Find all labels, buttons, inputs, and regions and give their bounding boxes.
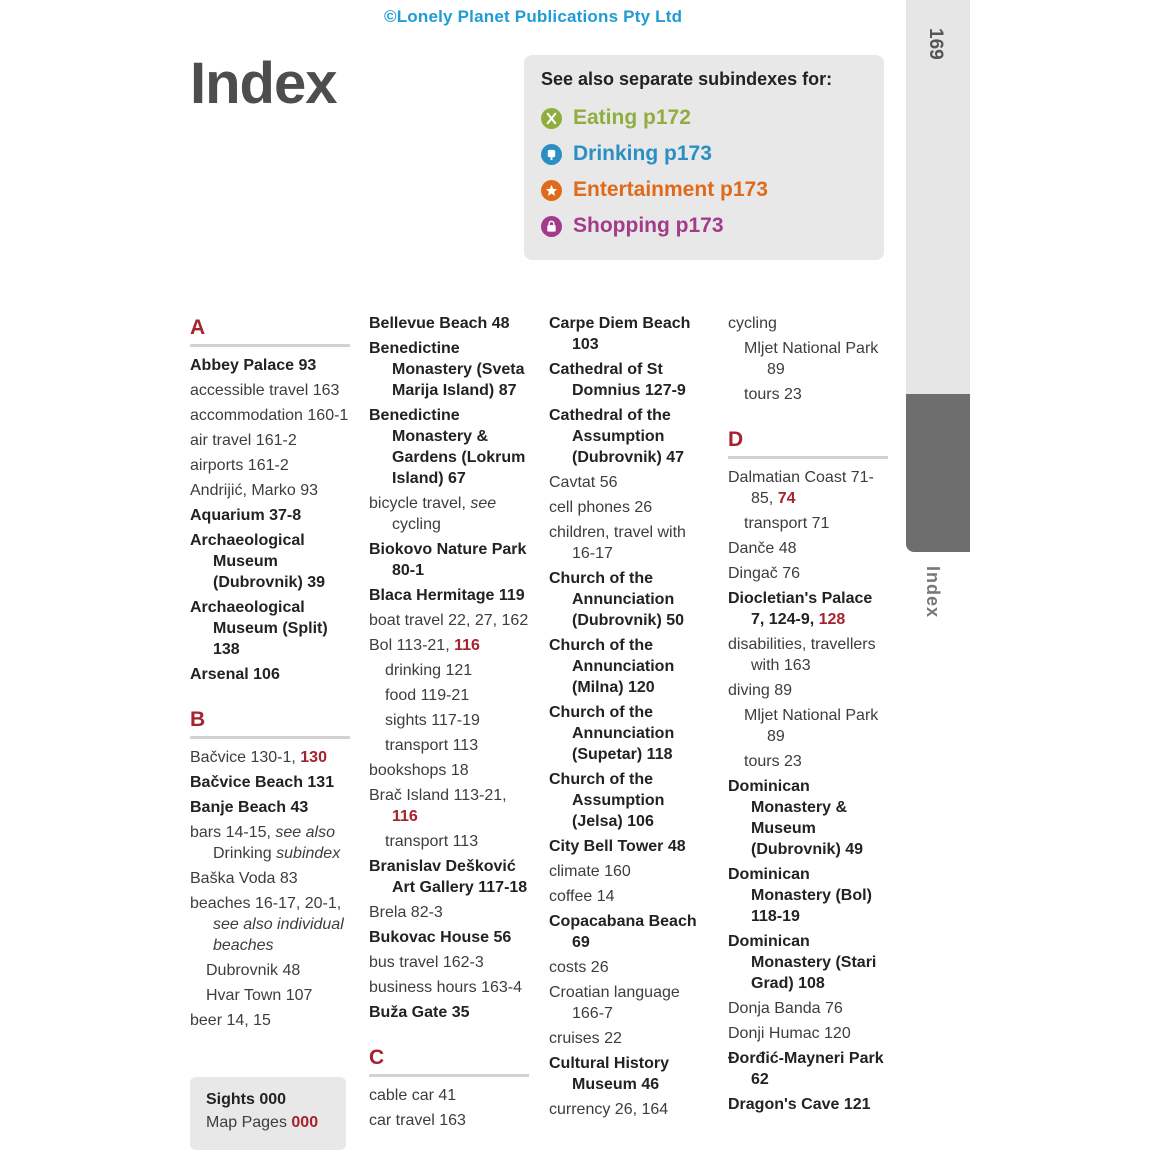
section-letter: C bbox=[369, 1043, 529, 1077]
entry-text: drinking 121 bbox=[385, 662, 473, 679]
entry-text: car travel 163 bbox=[369, 1112, 466, 1129]
entry-text: Andrijić, Marko 93 bbox=[190, 482, 319, 499]
index-subentry bbox=[728, 384, 888, 405]
index-entry bbox=[369, 313, 529, 334]
index-entry bbox=[369, 635, 529, 656]
index-entry bbox=[549, 861, 709, 882]
index-entry bbox=[728, 563, 888, 584]
index-entry bbox=[549, 497, 709, 518]
entry-text: Bačvice 130-1, bbox=[190, 749, 301, 766]
index-subentry bbox=[369, 660, 529, 681]
star-icon bbox=[541, 180, 562, 201]
index-entry bbox=[369, 1085, 529, 1106]
index-entry bbox=[549, 836, 709, 857]
entry-text: tours 23 bbox=[744, 386, 802, 403]
index-entry bbox=[190, 822, 350, 864]
section-letter: B bbox=[190, 705, 350, 739]
entry-text: business hours 163-4 bbox=[369, 979, 522, 996]
legend-map-pages bbox=[206, 1114, 346, 1132]
index-entry bbox=[728, 538, 888, 559]
entry-text: Archaeological Museum (Dubrovnik) 39 bbox=[190, 532, 326, 591]
entry-text: Church of the Annunciation (Dubrovnik) 50 bbox=[549, 570, 685, 629]
index-entry bbox=[369, 1110, 529, 1131]
entry-text: air travel 161-2 bbox=[190, 432, 297, 449]
index-subentry bbox=[190, 985, 350, 1006]
index-entry bbox=[549, 472, 709, 493]
entry-text: tours 23 bbox=[744, 753, 802, 770]
index-subentry bbox=[728, 513, 888, 534]
index-entry bbox=[369, 610, 529, 631]
entry-text: currency 26, 164 bbox=[549, 1101, 669, 1118]
entry-text: Mljet National Park 89 bbox=[744, 707, 879, 745]
index-entry bbox=[549, 982, 709, 1024]
index-entry bbox=[549, 957, 709, 978]
map-page-ref: 116 bbox=[392, 808, 418, 825]
entry-text: Buža Gate 35 bbox=[369, 1004, 470, 1021]
subindex-heading: See also separate subindexes for: bbox=[541, 69, 833, 89]
entry-text: transport 71 bbox=[744, 515, 830, 532]
entry-text: bicycle travel, bbox=[369, 495, 471, 512]
index-entry bbox=[369, 493, 529, 535]
index-entry bbox=[728, 776, 888, 860]
index-entry bbox=[728, 313, 888, 334]
entry-cross-ref: see also individual beaches bbox=[213, 916, 344, 954]
entry-text: bars 14-15, bbox=[190, 824, 276, 841]
entry-text: Cathedral of St Domnius 127-9 bbox=[549, 361, 686, 399]
side-tab bbox=[906, 0, 970, 1152]
entry-text: transport 113 bbox=[385, 833, 479, 850]
entry-text: food 119-21 bbox=[385, 687, 470, 704]
entry-text: Bačvice Beach 131 bbox=[190, 774, 335, 791]
page-number: 169 bbox=[925, 28, 946, 60]
legend-box bbox=[190, 1077, 346, 1150]
index-entry bbox=[549, 769, 709, 832]
entry-text: Dragon's Cave 121 bbox=[728, 1096, 871, 1113]
entry-text: Bol 113-21, bbox=[369, 637, 455, 654]
entry-cross-ref: see also bbox=[275, 824, 335, 841]
entry-text: City Bell Tower 48 bbox=[549, 838, 686, 855]
entry-text: Copacabana Beach 69 bbox=[549, 913, 697, 951]
index-entry bbox=[190, 597, 350, 660]
entry-text: Donja Banda 76 bbox=[728, 1000, 843, 1017]
subindex-link-1[interactable] bbox=[541, 142, 884, 166]
section-letter: D bbox=[728, 425, 888, 459]
index-entry bbox=[728, 634, 888, 676]
index-entry bbox=[728, 588, 888, 630]
entry-text: Dominican Monastery (Stari Grad) 108 bbox=[728, 933, 877, 992]
index-entry bbox=[728, 931, 888, 994]
index-entry bbox=[369, 1002, 529, 1023]
index-subentry bbox=[369, 735, 529, 756]
index-entry bbox=[549, 1028, 709, 1049]
index-column-2 bbox=[369, 313, 529, 1135]
entry-text: beaches 16-17, 20-1, bbox=[190, 895, 342, 912]
section-letter: A bbox=[190, 313, 350, 347]
index-subentry bbox=[369, 710, 529, 731]
entry-text: Branislav Dešković Art Gallery 117-18 bbox=[369, 858, 528, 896]
entry-text: cruises 22 bbox=[549, 1030, 622, 1047]
subindex-label: Eating p172 bbox=[573, 106, 691, 129]
index-entry bbox=[190, 530, 350, 593]
entry-text: Carpe Diem Beach 103 bbox=[549, 315, 691, 353]
entry-cross-ref-suffix: subindex bbox=[276, 845, 341, 862]
entry-cross-ref-target: cycling bbox=[392, 516, 441, 533]
map-page-ref: 74 bbox=[777, 490, 796, 507]
index-subentry bbox=[369, 685, 529, 706]
index-entry bbox=[728, 680, 888, 701]
entry-text: Hvar Town 107 bbox=[206, 987, 313, 1004]
index-entry bbox=[549, 886, 709, 907]
entry-text: disabilities, travellers with 163 bbox=[728, 636, 876, 674]
entry-text: Croatian language 166-7 bbox=[549, 984, 680, 1022]
index-entry bbox=[369, 977, 529, 998]
entry-text: boat travel 22, 27, 162 bbox=[369, 612, 529, 629]
entry-text: costs 26 bbox=[549, 959, 609, 976]
entry-text: Dominican Monastery & Museum (Dubrovnik) 49 bbox=[728, 778, 864, 858]
entry-text: cell phones 26 bbox=[549, 499, 653, 516]
index-entry bbox=[549, 313, 709, 355]
entry-text: Brač Island 113-21, bbox=[369, 787, 507, 804]
index-subentry bbox=[728, 751, 888, 772]
index-entry bbox=[369, 585, 529, 606]
index-entry bbox=[728, 864, 888, 927]
index-entry bbox=[190, 893, 350, 956]
entry-text: Dubrovnik 48 bbox=[206, 962, 301, 979]
index-entry bbox=[728, 1023, 888, 1044]
entry-text: Mljet National Park 89 bbox=[744, 340, 879, 378]
page-title: Index bbox=[190, 51, 337, 116]
index-column-4 bbox=[728, 313, 888, 1119]
entry-text: children, travel with 16-17 bbox=[549, 524, 686, 562]
entry-text: Church of the Annunciation (Supetar) 118 bbox=[549, 704, 675, 763]
index-column-3 bbox=[549, 313, 709, 1124]
entry-text: Archaeological Museum (Split) 138 bbox=[190, 599, 328, 658]
index-entry bbox=[549, 911, 709, 953]
shopping-bag-icon bbox=[541, 216, 562, 237]
index-entry bbox=[369, 927, 529, 948]
legend-map-pages-label: Map Pages bbox=[206, 1114, 292, 1131]
index-entry bbox=[549, 635, 709, 698]
index-subentry bbox=[369, 831, 529, 852]
entry-text: Church of the Assumption (Jelsa) 106 bbox=[549, 771, 665, 830]
entry-text: Arsenal 106 bbox=[190, 666, 280, 683]
index-entry bbox=[190, 405, 350, 426]
index-entry bbox=[728, 467, 888, 509]
entry-text: bookshops 18 bbox=[369, 762, 469, 779]
entry-text: Baška Voda 83 bbox=[190, 870, 298, 887]
index-entry bbox=[369, 760, 529, 781]
entry-text: Dominican Monastery (Bol) 118-19 bbox=[728, 866, 872, 925]
index-entry bbox=[369, 785, 529, 827]
entry-text: Abbey Palace 93 bbox=[190, 357, 317, 374]
index-entry bbox=[190, 505, 350, 526]
index-entry bbox=[549, 522, 709, 564]
entry-text: accommodation 160-1 bbox=[190, 407, 349, 424]
entry-text: Dalmatian Coast 71-85, bbox=[728, 469, 874, 507]
subindex-label: Entertainment p173 bbox=[573, 178, 768, 201]
entry-text: Cavtat 56 bbox=[549, 474, 618, 491]
entry-text: Benedictine Monastery & Gardens (Lokrum Island) 67 bbox=[369, 407, 526, 487]
index-entry bbox=[190, 1010, 350, 1031]
entry-text: Bukovac House 56 bbox=[369, 929, 512, 946]
index-entry bbox=[369, 405, 529, 489]
side-tab-light bbox=[906, 0, 970, 394]
entry-text: Diocletian's Palace 7, 124-9, bbox=[728, 590, 873, 628]
index-entry bbox=[549, 702, 709, 765]
entry-text: sights 117-19 bbox=[385, 712, 480, 729]
entry-text: beer 14, 15 bbox=[190, 1012, 271, 1029]
index-entry bbox=[190, 380, 350, 401]
subindex-label: Drinking p173 bbox=[573, 142, 712, 165]
entry-text: cycling bbox=[728, 315, 777, 332]
subindex-label: Shopping p173 bbox=[573, 214, 724, 237]
entry-text: coffee 14 bbox=[549, 888, 615, 905]
index-entry bbox=[549, 1053, 709, 1095]
map-page-ref: 130 bbox=[300, 749, 327, 766]
entry-text: Church of the Annunciation (Milna) 120 bbox=[549, 637, 675, 696]
entry-text: transport 113 bbox=[385, 737, 479, 754]
index-subentry bbox=[190, 960, 350, 981]
index-entry bbox=[190, 430, 350, 451]
index-entry bbox=[549, 359, 709, 401]
entry-text: Benedictine Monastery (Sveta Marija Island) 87 bbox=[369, 340, 525, 399]
index-entry bbox=[549, 568, 709, 631]
fork-knife-icon bbox=[541, 108, 562, 129]
entry-text: Danče 48 bbox=[728, 540, 797, 557]
entry-text: climate 160 bbox=[549, 863, 631, 880]
index-entry bbox=[369, 539, 529, 581]
index-entry bbox=[190, 747, 350, 768]
index-entry bbox=[190, 480, 350, 501]
copyright-notice: ©Lonely Planet Publications Pty Ltd bbox=[384, 7, 683, 26]
entry-text: Dingač 76 bbox=[728, 565, 801, 582]
entry-text: Bellevue Beach 48 bbox=[369, 315, 510, 332]
index-entry bbox=[190, 772, 350, 793]
entry-text: airports 161-2 bbox=[190, 457, 289, 474]
index-subentry bbox=[728, 705, 888, 747]
index-entry bbox=[190, 455, 350, 476]
entry-text: Blaca Hermitage 119 bbox=[369, 587, 525, 604]
index-entry bbox=[369, 952, 529, 973]
index-entry bbox=[549, 1099, 709, 1120]
entry-text: bus travel 162-3 bbox=[369, 954, 484, 971]
index-entry bbox=[728, 1094, 888, 1115]
entry-text: cable car 41 bbox=[369, 1087, 457, 1104]
index-entry bbox=[190, 355, 350, 376]
entry-cross-ref: see bbox=[470, 495, 497, 512]
side-tab-active bbox=[906, 394, 970, 552]
entry-text: Aquarium 37-8 bbox=[190, 507, 302, 524]
subindex-link-2[interactable] bbox=[541, 178, 884, 202]
index-entry bbox=[190, 868, 350, 889]
legend-sights: Sights 000 bbox=[206, 1091, 287, 1108]
index-entry bbox=[549, 405, 709, 468]
entry-text: accessible travel 163 bbox=[190, 382, 340, 399]
index-entry bbox=[190, 797, 350, 818]
index-entry bbox=[369, 856, 529, 898]
entry-text: diving 89 bbox=[728, 682, 793, 699]
index-entry bbox=[369, 338, 529, 401]
glass-icon bbox=[541, 144, 562, 165]
entry-cross-ref-target: Drinking bbox=[213, 845, 277, 862]
map-page-ref: 116 bbox=[454, 637, 480, 654]
index-entry bbox=[190, 664, 350, 685]
entry-text: Cultural History Museum 46 bbox=[549, 1055, 670, 1093]
entry-text: Brela 82-3 bbox=[369, 904, 443, 921]
subindex-link-3[interactable] bbox=[541, 214, 884, 238]
entry-text: Cathedral of the Assumption (Dubrovnik) 47 bbox=[549, 407, 685, 466]
index-entry bbox=[728, 998, 888, 1019]
index-entry bbox=[369, 902, 529, 923]
subindex-link-0[interactable] bbox=[541, 106, 884, 130]
entry-text: Đorđić-Mayneri Park 62 bbox=[728, 1050, 884, 1088]
map-page-ref: 128 bbox=[818, 611, 846, 628]
side-tab-label: Index bbox=[923, 566, 943, 619]
entry-text: Biokovo Nature Park 80-1 bbox=[369, 541, 527, 579]
index-entry bbox=[728, 1048, 888, 1090]
subindex-box bbox=[524, 55, 884, 260]
index-column-1 bbox=[190, 313, 350, 1035]
entry-text: Donji Humac 120 bbox=[728, 1025, 851, 1042]
legend-map-pages-value: 000 bbox=[291, 1114, 319, 1131]
entry-text: Banje Beach 43 bbox=[190, 799, 309, 816]
index-subentry bbox=[728, 338, 888, 380]
